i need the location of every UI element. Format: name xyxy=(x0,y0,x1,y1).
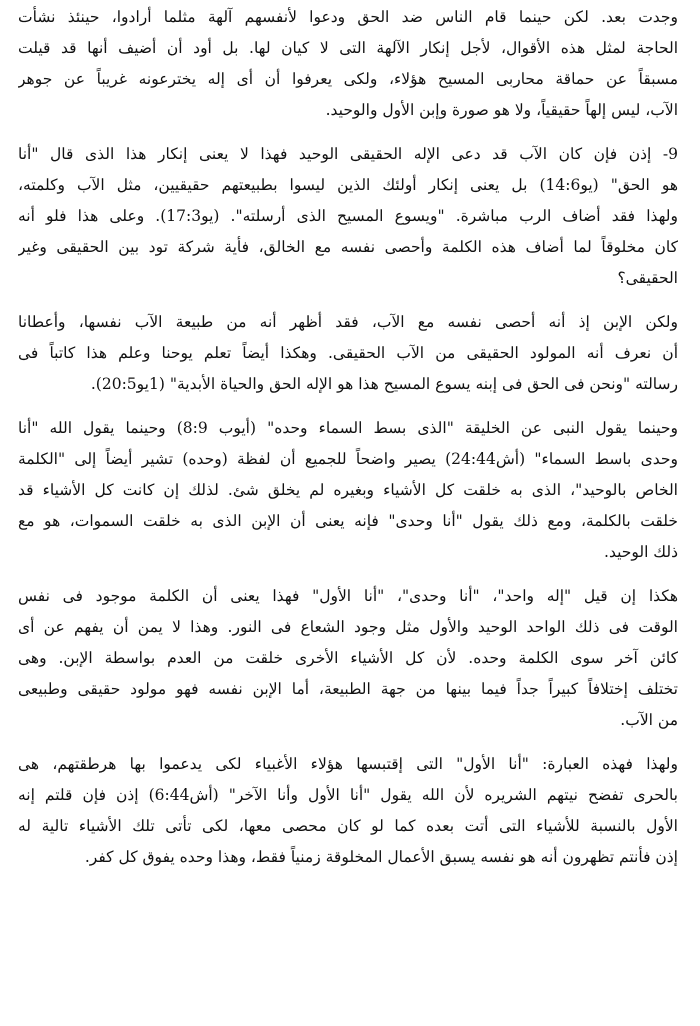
paragraph-2 xyxy=(18,139,678,294)
text-line: الخاص بالوحيد"، الذى به خلقت كل الأشياء وبغيره لم يخلق شئ. لذلك إن كانت كل الأشياء قد xyxy=(18,481,678,499)
paragraph-6 xyxy=(18,749,678,873)
text-line: أن نعرف أنه المولود الحقيقى من الآب الحقيقى. وهكذا أيضاً تعلم يوحنا وعلم هذا كاتباً فى xyxy=(18,344,678,362)
text-line: الحقيقى؟ xyxy=(617,269,678,287)
text-line: ولكن الإبن إذ أنه أحصى نفسه مع الآب، فقد أظهر أنه من طبيعة الآب نفسها، وأعطانا xyxy=(18,313,678,331)
text-line: ولهذا فقد أضاف الرب مباشرة. "ويسوع المسيح الذى أرسلته". (يو17:3). وعلى هذا فلو أنه xyxy=(18,207,678,225)
text-line: ذلك الوحيد. xyxy=(604,543,678,561)
text-line: الأول بالنسبة للأشياء التى أتت بعده كما لو كان محصى معها، لكى تأتى تلك الأشياء تالية له xyxy=(18,817,678,835)
text-line: خلقت بالكلمة، ومع ذلك يقول "أنا وحدى" فإنه يعنى أن الإبن الذى به خلقت السموات، هو مع xyxy=(18,512,678,530)
text-line: ولهذا فهذه العبارة: "أنا الأول" التى إقتبسها هؤلاء الأغبياء لكى يدعموا بها هرطقتهم، هى xyxy=(18,755,678,773)
text-line: وجدت بعد. لكن حينما قام الناس ضد الحق ودعوا لأنفسهم آلهة مثلما أرادوا، حينئذ نشأت xyxy=(18,8,678,26)
text-line: الوقت فى ذلك الواحد الوحيد والأول مثل وجود الشعاع فى النور. وهذا لا يمن أن يفهم عن أى xyxy=(18,618,678,636)
paragraph-1 xyxy=(18,2,678,126)
text-line: من الآب. xyxy=(620,711,678,729)
text-line: كان مخلوقاً لما أضاف هذه الكلمة وأحصى نفسه مع الخالق، فأية شركة تود بين الحقيقى وغير xyxy=(18,238,678,256)
text-line: الآب، ليس إلهاً حقيقياً، ولا هو صورة وإبن الأول والوحيد. xyxy=(325,101,678,119)
text-line: 9- إذن فإن كان الآب قد دعى الإله الحقيقى الوحيد فهذا لا يعنى إنكار هذا الذى قال "أنا xyxy=(18,145,678,163)
paragraph-3 xyxy=(18,307,678,400)
text-line: مسبقاً عن حماقة محاربى المسيح هؤلاء، ولكى يعرفوا أن أى إله يخترعونه غريباً عن جوهر xyxy=(18,70,678,88)
text-line: رسالته "ونحن فى الحق فى إبنه يسوع المسيح هذا هو الإله الحق والحياة الأبدية" (1يو20:5). xyxy=(90,375,678,393)
text-line: هكذا إن قيل "إله واحد"، "أنا وحدى"، "أنا الأول" فهذا يعنى أن الكلمة موجود فى نفس xyxy=(18,587,678,605)
text-line: الحاجة لمثل هذه الأقوال، لأجل إنكار الآلهة التى لا كيان لها. بل أود أن أضيف أنها قد قيلت xyxy=(18,39,678,57)
paragraph-4 xyxy=(18,413,678,568)
text-line: إذن فأنتم تظهرون أنه هو نفسه يسبق الأعمال المخلوقة زمنياً فقط، وهذا وحده يفوق كل كفر. xyxy=(84,848,678,866)
text-line: هو الحق" (يو14:6) بل يعنى إنكار أولئك الذين ليسوا بطبيعتهم حقيقيين، مثل الآب وكلمته، xyxy=(18,176,678,194)
text-line: وحينما يقول النبى عن الخليقة "الذى بسط السماء وحده" (أيوب 8:9) وحينما يقول الله "أنا xyxy=(18,419,678,437)
text-line: بالحرى تفضح نيتهم الشريره لأن الله يقول "أنا الأول وأنا الآخر" (أش6:44) إذن فإن قلتم إنه xyxy=(18,786,678,804)
text-line: تختلف إختلافاً كبيراً جداً فيما بينها من جهة الطبيعة، أما الإبن نفسه فهو مولود حقيقى وطبيعى xyxy=(18,680,678,698)
paragraph-5 xyxy=(18,581,678,736)
text-line: كائن آخر سوى الكلمة وحده. لأن كل الأشياء الأخرى خلقت من العدم بواسطة الإبن. وهى xyxy=(18,649,678,667)
text-line: وحدى باسط السماء" (أش24:44) يصير واضحاً للجميع أن لفظة (وحده) تشير أيضاً إلى "الكلمة xyxy=(18,450,678,468)
